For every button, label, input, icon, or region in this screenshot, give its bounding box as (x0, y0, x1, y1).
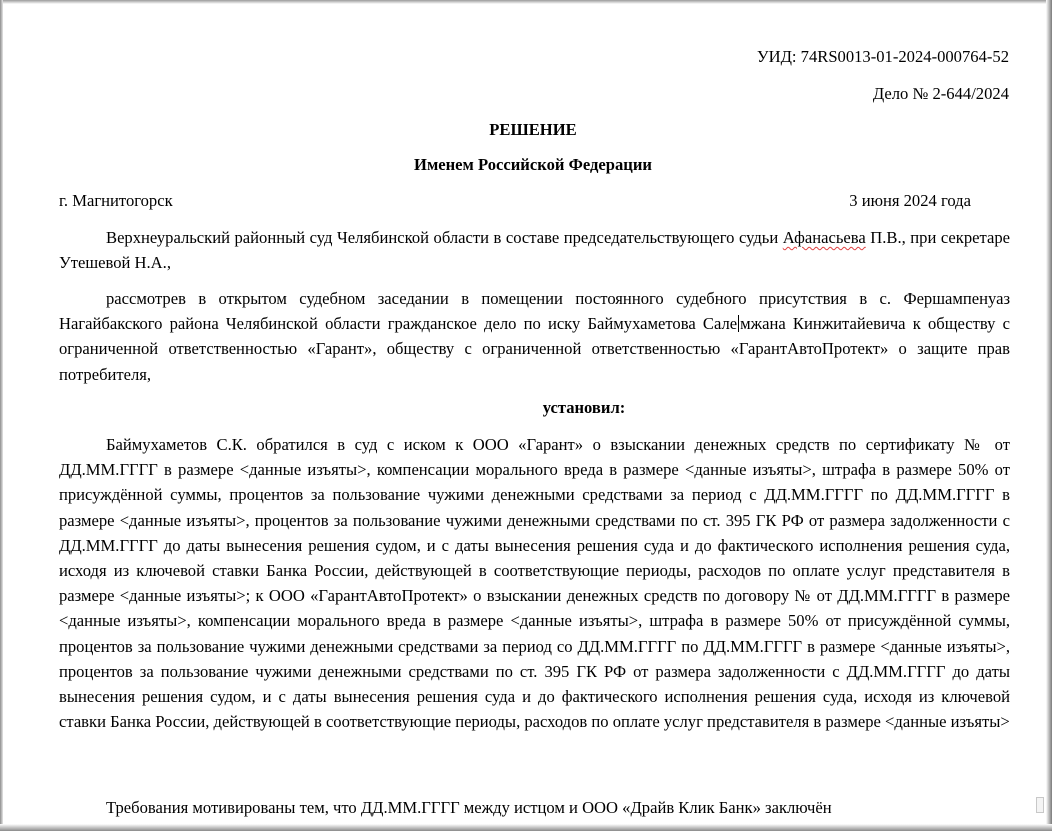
considered-text-1: рассмотрев в открытом судебном заседании в помещении постоянного судебного присутствия в с. Фершампенуаз Нагайбакского района Челябинской области гражданское дело по иску Баймухаметова Сале (59, 289, 1010, 334)
claim-paragraph (59, 432, 1010, 734)
motivation-text: Требования мотивированы тем, что ДД.ММ.ГГГГ между истцом и ООО «Драйв Клик Банк» заключён (106, 798, 832, 817)
established-heading: установил: (542, 398, 626, 417)
considered-text-2: мжана Кинжитайевича к обществу с ограниченной ответственностью «Гарант», обществу с ограниченной ответственностью «ГарантАвтоПротект» о защите прав потребителя, (59, 314, 1010, 384)
scroll-indicator[interactable] (1036, 797, 1044, 813)
place: г. Магнитогорск (59, 191, 173, 210)
considered-paragraph (59, 286, 1010, 387)
intro-paragraph (59, 225, 1010, 275)
page-left-edge (0, 0, 3, 831)
claim-text: Баймухаметов С.К. обратился в суд с иском к ООО «Гарант» о взыскании денежных средств по сертификату № от ДД.ММ.ГГГГ в размере <данные изъяты>, компенсации морального вреда в размере <данные изъяты>, штрафа в размере 50% от присуждённой суммы, процентов за пользование чужими денежными средствами за период с ДД.ММ.ГГГГ по ДД.ММ.ГГГГ в размере <данные изъяты>, процентов за пользование чужими денежными средствами по ст. 395 ГК РФ от размера задолженности с ДД.ММ.ГГГГ до даты вынесения решения судом, и с даты вынесения решения суда и до фактического исполнения решения суда, исходя из ключевой ставки Банка России, действующей в соответствующие периоды, расходов по оплате услуг представителя в размере <данные изъяты>; к ООО «ГарантАвтоПротект» о взыскании денежных средств по договору № от ДД.ММ.ГГГГ в размере <данные изъяты>, компенсации морального вреда в размере <данные изъяты>, штрафа в размере 50% от присуждённой суммы, процентов за пользование чужими денежными средствами за период со ДД.ММ.ГГГГ по ДД.ММ.ГГГГ в размере <данные изъяты>, процентов за пользование чужими денежными средствами по ст. 395 ГК РФ от размера задолженности с ДД.ММ.ГГГГ до даты вынесения решения судом, и с даты вынесения решения суда и до фактического исполнения решения суда, исходя из ключевой ставки Банка России, действующей в соответствующие периоды, расходов по оплате услуг представителя в размере <данные изъяты> (59, 435, 1010, 732)
document-title: РЕШЕНИЕ (489, 120, 577, 139)
page-top-edge (0, 0, 1052, 4)
decision-date: 3 июня 2024 года (849, 191, 971, 210)
intro-text-2: П.В., при секретаре Утешевой Н.А., (59, 228, 1010, 273)
judge-name: Афанасьева (782, 228, 866, 247)
intro-text-1: Верхнеуральский районный суд Челябинской области в составе председательствующего судьи (106, 228, 783, 247)
document-subtitle: Именем Российской Федерации (414, 155, 652, 174)
case-number: Дело № 2-644/2024 (872, 84, 1009, 103)
motivation-paragraph (59, 795, 1010, 820)
uid-line: УИД: 74RS0013-01-2024-000764-52 (756, 47, 1009, 66)
text-cursor (738, 315, 739, 332)
page-bottom-edge (0, 824, 1052, 831)
